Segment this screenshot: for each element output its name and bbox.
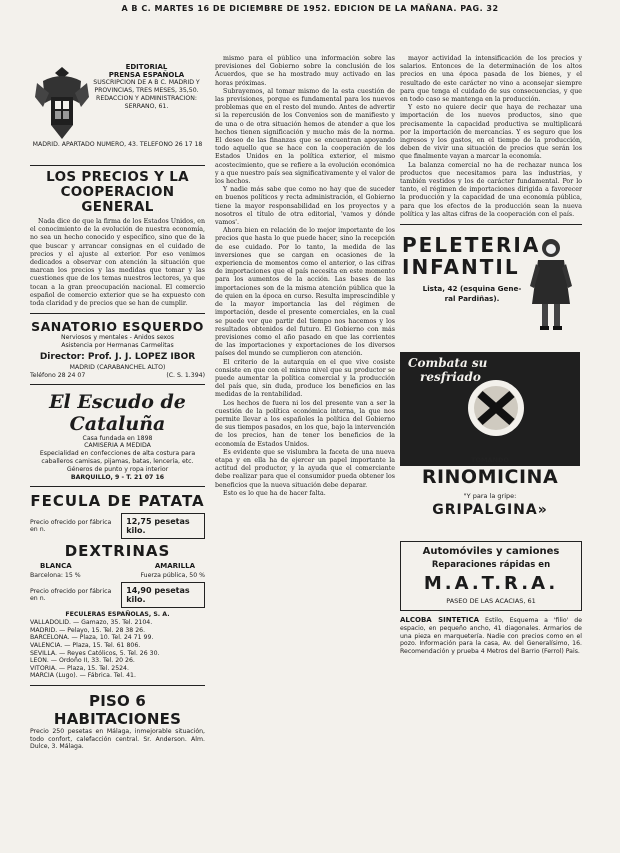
catalana-line: Especialidad en confecciones de alta costura para caballeros camisas, pijamas, batas, lencería, etc.	[39, 450, 196, 466]
fecula-title: FECULA DE PATATA	[30, 492, 205, 511]
sanatorio-phone: Teléfono 28 24 07	[30, 371, 86, 379]
alcoba-title: ALCOBA SINTETICA	[400, 616, 480, 625]
piso-body: Precio 250 pesetas en Málaga, inmejorable situación, todo confort, calefacción central. Sr. Anderson. Alm. Dulce, 3. Málaga.	[30, 727, 205, 751]
catalana-line: Casa fundada en 1898	[82, 434, 153, 442]
feculeras-title: FECULERAS ESPAÑOLAS, S. A.	[65, 611, 170, 619]
catalana-line: CAMISERIA A MEDIDA	[84, 442, 151, 450]
peleteria-address: ral Pardiñas).	[444, 293, 500, 303]
feculeras-row: VALENCIA. — Plaza, 15. Tel. 61 806.	[30, 641, 141, 649]
article-headline: LOS PRECIOS Y LA COOPERACION GENERAL	[46, 169, 189, 215]
dextrinas-title: DEXTRINAS	[64, 542, 171, 561]
peleteria-subtitle: INFANTIL	[402, 255, 520, 280]
ad-piso	[30, 692, 205, 751]
divider	[30, 384, 205, 385]
editorial-title: EDITORIAL	[125, 63, 168, 71]
mask-face-icon	[466, 376, 526, 440]
ad-sanatorio	[30, 319, 205, 378]
dextrinas-label: Precio ofrecido por fábrica en n.	[30, 588, 112, 603]
article-paragraph: mismo para el público una información sobre las previsiones del Gobierno sobre la conclusión de los Acuerdos, que se ha mostrado muy activado en las horas próximas.	[215, 55, 395, 87]
sanatorio-title: SANATORIO ESQUERDO	[31, 319, 204, 335]
catalana-logo: El Escudo de Cataluña	[49, 390, 186, 435]
child-figure-icon	[528, 234, 574, 334]
divider	[30, 486, 205, 487]
peleteria-address: Lista, 42 (esquina Gene-	[422, 284, 522, 294]
divider	[400, 224, 582, 225]
article-paragraph: Y nadie más sabe que como no hay que de suceder en buenos políticos y recta administración, el Gobierno tiene la mayor responsabilidad en los proyectos y a nosotros el título de otra editorial, 'vamos y dónde vamos'.	[215, 186, 395, 227]
article-paragraph: Los hechos de fuera ni los del presente van a ser la cuestión de la política económica interna, la que nos permite llevar a los españoles la política del Gobierno de sus tiempos pasados, en los que, bajo la intervención de los precios, han de tener los beneficios de la economía de Estados Unidos.	[215, 399, 395, 448]
matra-name: M.A.T.R.A.	[423, 573, 559, 595]
dextrinas-price: 14,90 pesetas kilo.	[121, 582, 205, 608]
feculeras-row: BARCELONA. — Plaza, 10. Tel. 24 71 99.	[30, 634, 154, 642]
sanatorio-address: MADRID (CARABANCHEL ALTO)	[69, 363, 166, 371]
coat-of-arms-icon	[33, 63, 91, 147]
article-paragraph: El criterio de la autarquía en el que vive cosiste consiste en que con el mismo nivel que su productor se puede aumentar la política comercial y la producción del país que, sin duda, produce los beneficios en las medidas de la rentabilidad.	[215, 358, 395, 399]
matra-line: Reparaciones rápidas en	[431, 560, 551, 571]
divider	[30, 685, 205, 686]
dextrina-note: Fuerza pública, 50 %	[140, 572, 205, 580]
ad-alcoba	[400, 617, 582, 656]
feculeras-row: LEON. — Ordoño II, 33. Tel. 20 26.	[30, 657, 135, 665]
feculeras-row: MARCIA (Lugo). — Fábrica. Tel. 41.	[30, 672, 136, 680]
ad-peleteria	[400, 230, 582, 350]
catalana-address: BARQUILLO, 9 - T. 21 07 16	[70, 473, 165, 481]
feculeras-row: SEVILLA. — Reyes Católicos, 5. Tel. 26 30.	[30, 649, 160, 657]
matra-address: PASEO DE LAS ACACIAS, 61	[446, 597, 536, 606]
article-paragraph: mayor actividad la intensificación de los precios y salarios. Entonces de la determinación de los altos precios en una época pasada de los bienes, y el resultado de este carácter no vino a aconsejar siempre para que tenga el cuidado de sus consecuencias, y que en todo caso se mantenga en la producción.	[400, 55, 582, 104]
sanatorio-line: Nerviosos y mentales - Anidos sexos	[60, 334, 175, 342]
feculeras-row: VALLADOLID. — Gamazo, 35. Tel. 2104.	[30, 619, 153, 627]
sanatorio-director: Director: Prof. J. J. LOPEZ IBOR	[39, 351, 196, 362]
editorial-body: SUSCRIPCION DE A B C. MADRID Y PROVINCIAS, TRES MESES, 35,50. REDACCION Y ADMINISTRACION: SERRANO, 61.	[93, 79, 200, 110]
editorial-box	[30, 55, 205, 166]
fecula-price: 12,75 pesetas kilo.	[121, 513, 205, 539]
article-paragraph: La balanza comercial no ha de rechazar nunca los productos que necesitamos para las industrias, y también vestidos y los de carácter fundamental. Por lo tanto, el régimen de importaciones dirigida a favorecer la producción y la capacidad de una economía pública, para que los efectos de la producción sean la nueva política y las altas cifras de la cooperación con el país.	[400, 161, 582, 218]
catalana-line: Géneros de punto y ropa interior	[66, 465, 169, 473]
ad-matra	[400, 541, 582, 611]
column-left	[30, 55, 205, 850]
divider	[30, 313, 205, 314]
column-middle	[215, 55, 395, 850]
sanatorio-ref: (C. S. 1.394)	[166, 371, 205, 379]
feculeras-list	[30, 619, 205, 680]
article-paragraph: Ahora bien en relación de lo mejor importante de los precios que hasta lo que puede hacer, sino la recepción de ese cuidado. Por lo tanto, la medida de las inversiones que se cargan en ocasiones de la experiencia de momentos como el anterior, o las cifras de importaciones que el país necesita en este momento para los aumentos de la acción. Las bases de las importaciones son de la misma atención pública que la de quien en la época en curso. Resulta imprescindible y de la mayor importancia las del régimen de importación, desde el presente comerciales, en la cual se puede ver que partir del tiempo nos hacemos y los resultados obtenidos del futuro. El Gobierno con más previsiones como el año pasado en que las corrientes de las importaciones y exportaciones de los diversos países del mundo se cumplieron con atención.	[215, 227, 395, 358]
feculeras-row: MADRID. — Pelayo, 15. Tel. 28 38 26.	[30, 626, 146, 634]
page-header: A B C. MARTES 16 DE DICIEMBRE DE 1952. EDICION DE LA MAÑANA. PAG. 32	[121, 4, 499, 13]
rinomicina-slogan: Combata su	[408, 356, 488, 371]
ad-catalana	[30, 391, 205, 482]
dextrina-note: Barcelona: 15 %	[30, 572, 81, 580]
article-paragraph: Nada dice de que la firma de los Estados Unidos, en el conocimiento de la evolución de nuestra economía, no sea un hecho conocido y específico, sino que de la que buscar y arrancar consignas en el cuidado de precios y el ajuste al exterior. Por eso venimos dedicados a observar con atención la situación que marcan los precios y las medidas que tomar y las cuestiones que de los temas nuestros lectores, ya que tocan a la gran preocupación nacional. El comercio español de comercio exterior que se ha expuesto con toda claridad y de precios que se han de cumplir.	[30, 218, 205, 308]
ad-rinomicina	[400, 350, 582, 535]
editorial-subtitle: PRENSA ESPAÑOLA	[108, 71, 185, 79]
gripalgina-name: GRIPALGINA»	[432, 502, 548, 519]
rinomicina-connector: "Y	[463, 492, 471, 501]
column-right	[400, 55, 582, 850]
rinomicina-tomando: TOMANDO	[471, 456, 509, 465]
rinomicina-connector: para la gripe:	[472, 492, 517, 501]
feculeras-row: VITORIA. — Plaza, 15. Tel. 2524.	[30, 664, 129, 672]
peleteria-title: PELETERIA	[402, 233, 541, 258]
article-paragraph: Es evidente que se vislumbra la faceta de una nueva etapa y en ella ha de ejercer un papel importante la actitud del productor, y la ayuda que el comerciante debe realizar para que el consumidor pueda obtener los beneficios que la nueva situación debe deparar.	[215, 448, 395, 489]
rinomicina-slogan: resfriado	[420, 370, 481, 385]
article-paragraph: Subrayemos, al tomar mismo de la esta cuestión de las previsiones, porque es fundamental para los nuevos problemas que en el resto del mundo. Antes de advertir si la repercusión de los Convenios son de manifiesto y de una o de otra situación hemos de atender a que los hechos tienen significación y mucho más de la norma. El deseo de las finanzas que se encuentran apoyando todo aquello que se hace con la cooperación de los Estados Unidos en la política exterior, el mismo acostecimiento, que se refiere a la evolución económica y a que nuestro país sea significativamente y el valor de los hechos.	[215, 87, 395, 186]
piso-title: PISO 6 HABITACIONES	[53, 691, 182, 728]
fecula-label: Precio ofrecido por fábrica en n.	[30, 519, 112, 534]
article-paragraph: Y esto no quiere decir que haya de rechazar una importación de los nuevos productos, sino que precisamente la capacidad productiva se multiplicará por la importación de mercancías. Y es seguro que los ingresos y los gastos, en el tiempo de la producción, deben de vivir una situación de precios que serán los que finalmente vayan a marcar la economía.	[400, 104, 582, 161]
editorial-footer: MADRID. APARTADO NUMERO, 43. TELEFONO 26 17 18	[32, 141, 203, 148]
matra-line: Automóviles y camiones	[422, 546, 560, 558]
article-paragraph: Esto es lo que ha de hacer falta.	[223, 489, 326, 497]
sanatorio-line: Asistencia por Hermanas Carmelitas	[61, 342, 174, 350]
alcoba-body: Estilo, Esquema a 'filio' de espacio, en pequeño ancho, 41 diagonales. Armarios de una pieza en marquetería. Nadie con precios como en el pozo. Información para la casa, Av. del Generalísimo, 16. Recomendación y prueba 4 Metros del Barrio (Ferrol) Pais.	[400, 617, 582, 656]
rinomicina-name: RINOMICINA	[400, 466, 580, 488]
dextrina-type: AMARILLA	[154, 562, 195, 571]
ad-fecula	[30, 492, 205, 680]
dextrina-type: BLANCA	[40, 562, 72, 571]
